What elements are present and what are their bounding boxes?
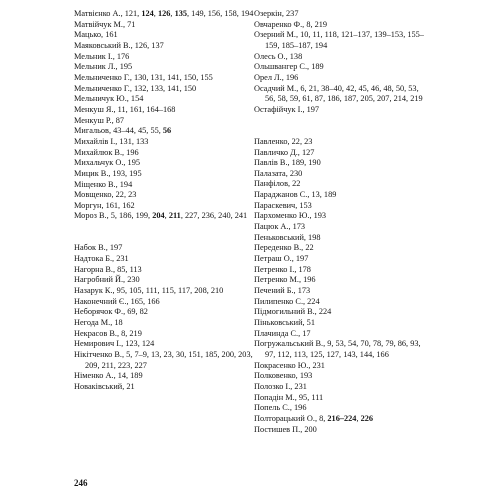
index-entry <box>74 73 257 84</box>
index-entry <box>254 286 426 297</box>
index-entry <box>74 265 257 276</box>
index-entry <box>74 297 257 308</box>
index-entry <box>74 148 257 159</box>
index-entry <box>74 116 257 127</box>
entry-text: Параскевич, 153 <box>254 200 312 210</box>
entry-text: Осадчий М., 6, 21, 38–40, 42, 45, 46, 48, 50, 53, 56, 58, 59, 61, 87, 186, 187, 205, 207, 214, 219 <box>254 83 423 104</box>
index-entry <box>74 211 257 222</box>
entry-text: , <box>170 9 175 18</box>
index-entry <box>254 73 426 84</box>
index-entry <box>74 201 257 212</box>
entry-text: Ольшвангер С., 189 <box>254 62 324 72</box>
entry-text: , <box>153 9 158 18</box>
index-entry <box>74 52 257 63</box>
index-entry <box>254 62 426 73</box>
entry-text: Полковенко, 193 <box>254 371 313 381</box>
entry-text: Мельниченко Г., 132, 133, 141, 150 <box>74 83 197 93</box>
entry-text: Надтока Б., 231 <box>74 254 129 264</box>
entry-text: Менкуш Р., 87 <box>74 115 125 125</box>
entry-text: Нагорна В., 85, 113 <box>74 264 142 274</box>
entry-text: Набок В., 197 <box>74 243 123 253</box>
entry-text: Підмогильний В., 224 <box>254 307 332 317</box>
section-gap <box>254 116 426 127</box>
entry-text: Мороз В., 5, 186, 199, <box>74 211 153 221</box>
entry-text: Палазата, 230 <box>254 168 303 178</box>
index-entry <box>254 158 426 169</box>
index-entry <box>74 9 257 20</box>
entry-text: Петраш О., 197 <box>254 254 309 264</box>
index-entry <box>74 350 257 371</box>
entry-text: Немирович І., 123, 124 <box>74 339 155 349</box>
index-entry <box>74 286 257 297</box>
index-entry <box>254 318 426 329</box>
bold-page-ref: 126 <box>157 9 171 18</box>
entry-text: Назарук К., 95, 105, 111, 115, 117, 208, 210 <box>74 286 224 296</box>
entry-text: Мацько, 161 <box>74 30 118 40</box>
entry-text: Матвійчук М., 71 <box>74 19 136 29</box>
entry-text: Німенко А., 14, 189 <box>74 371 143 381</box>
entry-text: Постишев П., 200 <box>254 424 317 434</box>
entry-text: Петренко М., 196 <box>254 275 316 285</box>
index-entry <box>74 158 257 169</box>
entry-text: , 227, 236, 240, 241 <box>180 211 248 221</box>
entry-text: Печений Б., 173 <box>254 286 311 296</box>
bold-page-ref: 211 <box>168 211 181 221</box>
entry-text: Олесь О., 138 <box>254 51 303 61</box>
index-entry <box>254 254 426 265</box>
section-gap <box>74 233 257 244</box>
bold-page-ref: 124 <box>141 9 154 18</box>
entry-text: Михальчук О., 195 <box>74 158 140 168</box>
entry-text: Орел Л., 196 <box>254 72 299 82</box>
section-gap <box>254 126 426 137</box>
entry-text: Михайлів І., 131, 133 <box>74 136 149 146</box>
entry-text: Матвієнко А., 121, <box>74 9 142 18</box>
entry-text: Полозко І., 231 <box>254 381 307 391</box>
index-entry <box>254 361 426 372</box>
entry-text: Пеньковський, 198 <box>254 232 321 242</box>
bold-page-ref: 135 <box>174 9 188 18</box>
index-entry <box>74 180 257 191</box>
index-entry <box>74 62 257 73</box>
index-entry <box>74 126 257 137</box>
index-entry <box>74 105 257 116</box>
entry-text: Панфілов, 22 <box>254 179 301 189</box>
index-column-right <box>254 9 426 435</box>
index-entry <box>74 307 257 318</box>
entry-text: Петренко І., 178 <box>254 264 311 274</box>
index-entry <box>254 105 426 116</box>
index-entry <box>74 371 257 382</box>
entry-text: Новаківський, 21 <box>74 381 135 391</box>
entry-text: , <box>356 413 361 423</box>
entry-text: Михайлюк В., 196 <box>74 147 139 157</box>
bold-page-ref: 226 <box>360 413 374 423</box>
entry-text: Переденко В., 22 <box>254 243 314 253</box>
index-entry <box>254 201 426 212</box>
entry-text: , <box>164 211 169 221</box>
entry-text: Мовщенко, 22, 23 <box>74 190 137 200</box>
entry-text: Озеркін, 237 <box>254 9 299 18</box>
bold-page-ref: 56 <box>162 126 172 136</box>
entry-text: , 149, 156, 158, 194 <box>187 9 254 18</box>
entry-text: Пацюк А., 173 <box>254 222 306 232</box>
index-entry <box>254 265 426 276</box>
index-entry <box>254 137 426 148</box>
entry-text: Нікітченко В., 5, 7–9, 13, 23, 30, 151, 185, 200, 203, 209, 211, 223, 227 <box>74 349 253 370</box>
bold-page-ref: 216–224 <box>327 413 357 423</box>
entry-text: Мельник І., 176 <box>74 51 130 61</box>
index-entry <box>74 137 257 148</box>
index-entry <box>254 393 426 404</box>
index-entry <box>254 84 426 105</box>
index-entry <box>254 297 426 308</box>
index-entry <box>254 243 426 254</box>
entry-text: Піньковський, 51 <box>254 318 315 327</box>
entry-text: Мельник Л., 195 <box>74 62 133 72</box>
index-entry <box>254 169 426 180</box>
page-number: 246 <box>74 478 88 488</box>
index-entry <box>254 52 426 63</box>
index-entry <box>74 339 257 350</box>
entry-text: Моргун, 161, 162 <box>74 200 135 210</box>
entry-text: Параджанов С., 13, 189 <box>254 190 337 200</box>
index-entry <box>74 254 257 265</box>
entry-text: Овчаренко Ф., 8, 219 <box>254 19 328 29</box>
index-entry <box>74 382 257 393</box>
index-entry <box>254 211 426 222</box>
index-entry <box>74 30 257 41</box>
entry-text: Мигальов, 43–44, 45, 55, <box>74 126 163 136</box>
entry-text: Покрасенко Ю., 231 <box>254 360 325 370</box>
index-entry <box>254 222 426 233</box>
index-entry <box>74 190 257 201</box>
entry-text: Павличко Д., 127 <box>254 147 315 157</box>
index-entry <box>254 414 426 425</box>
index-entry <box>254 20 426 31</box>
entry-text: Наконечний Є., 165, 166 <box>74 296 160 306</box>
index-entry <box>254 30 426 51</box>
entry-text: Попель С., 196 <box>254 403 307 413</box>
entry-text: Полторацький О., 8, <box>254 413 328 423</box>
index-entry <box>254 179 426 190</box>
entry-text: Негода М., 18 <box>74 318 123 327</box>
index-entry <box>74 329 257 340</box>
entry-text: Пилипенко С., 224 <box>254 296 320 306</box>
index-entry <box>74 243 257 254</box>
index-entry <box>254 9 426 20</box>
index-entry <box>254 403 426 414</box>
entry-text: Мельничук Ю., 154 <box>74 94 144 104</box>
index-entry <box>254 275 426 286</box>
entry-text: Погружальський В., 9, 53, 54, 70, 78, 79, 86, 93, 97, 112, 113, 125, 127, 143, 144, 166 <box>254 339 421 359</box>
entry-text: Попадін М., 95, 111 <box>254 392 324 402</box>
index-entry <box>74 84 257 95</box>
index-entry <box>254 382 426 393</box>
entry-text: Некрасов В., 8, 219 <box>74 328 142 338</box>
entry-text: Павлів В., 189, 190 <box>254 158 321 168</box>
index-entry <box>254 233 426 244</box>
index-column-left <box>74 9 257 393</box>
index-entry <box>254 307 426 318</box>
index-entry <box>254 148 426 159</box>
index-entry <box>74 318 257 329</box>
entry-text: Мельниченко Г., 130, 131, 141, 150, 155 <box>74 72 213 82</box>
entry-text: Пархоменко Ю., 193 <box>254 211 327 221</box>
entry-text: Павленко, 22, 23 <box>254 136 313 146</box>
index-entry <box>254 329 426 340</box>
entry-text: Остафійчук І., 197 <box>254 104 320 114</box>
entry-text: Міщенко В., 194 <box>74 179 133 189</box>
index-entry <box>254 371 426 382</box>
entry-text: Менкуш Я., 11, 161, 164–168 <box>74 104 176 114</box>
index-entry <box>74 41 257 52</box>
bold-page-ref: 204 <box>152 211 165 221</box>
entry-text: Озерний М., 10, 11, 118, 121–137, 139–153, 155–159, 185–187, 194 <box>254 30 424 50</box>
index-entry <box>254 339 426 360</box>
section-gap <box>74 222 257 233</box>
entry-text: Мицик В., 193, 195 <box>74 168 142 178</box>
entry-text: Плачинда С., 17 <box>254 328 311 338</box>
index-entry <box>254 425 426 436</box>
entry-text: Маяковський В., 126, 137 <box>74 40 164 50</box>
index-entry <box>74 169 257 180</box>
index-entry <box>74 275 257 286</box>
entry-text: Неборячок Ф., 69, 82 <box>74 307 148 317</box>
index-entry <box>254 190 426 201</box>
entry-text: Нагробний Й., 230 <box>74 275 140 285</box>
index-entry <box>74 20 257 31</box>
index-entry <box>74 94 257 105</box>
